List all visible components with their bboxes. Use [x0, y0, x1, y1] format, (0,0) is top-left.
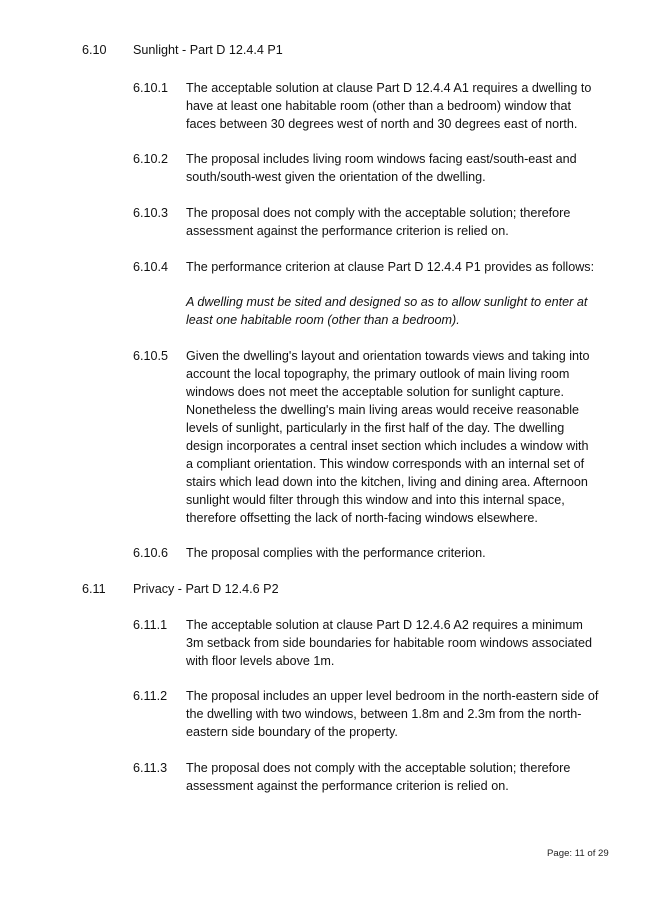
- text-line: The performance criterion at clause Part D 12.4.4 P1 provides as follows:: [186, 260, 595, 274]
- paragraph-number: 6.10.4: [133, 260, 169, 274]
- paragraph-text: [186, 258, 606, 276]
- paragraph-text: [186, 544, 606, 562]
- text-line: The proposal includes living room windows facing east/south-east and: [186, 152, 577, 166]
- text-line: levels of sunlight, particularly in the first half of the day. The dwelling: [186, 421, 565, 435]
- text-line: The proposal complies with the performance criterion.: [186, 546, 486, 560]
- section-number: 6.10: [82, 43, 107, 57]
- paragraph-text: [186, 687, 606, 741]
- paragraph-number: 6.10.2: [133, 152, 169, 166]
- text-line: have at least one habitable room (other than a bedroom) window that: [186, 99, 572, 113]
- text-line: sunlight would filter through this window and into this internal space,: [186, 493, 565, 507]
- text-line: therefore offsetting the lack of north-facing windows elsewhere.: [186, 511, 538, 525]
- paragraph-text: [186, 616, 606, 670]
- text-line: assessment against the performance criterion is relied on.: [186, 224, 509, 238]
- paragraph-text: [186, 347, 606, 527]
- paragraph-text: [186, 204, 606, 240]
- section-number: 6.11: [82, 582, 106, 596]
- text-line: faces between 30 degrees west of north and 30 degrees east of north.: [186, 117, 578, 131]
- paragraph-number: 6.10.3: [133, 206, 169, 220]
- text-line: assessment against the performance criterion is relied on.: [186, 779, 509, 793]
- text-line: The proposal does not comply with the acceptable solution; therefore: [186, 206, 571, 220]
- text-line: a compliant orientation. This window corresponds with an internal set of: [186, 457, 585, 471]
- paragraph-number: 6.10.6: [133, 546, 169, 560]
- paragraph-number: 6.10.5: [133, 349, 169, 363]
- paragraph-number: 6.11.3: [133, 761, 168, 775]
- section-title: Sunlight - Part D 12.4.4 P1: [133, 43, 283, 57]
- paragraph-number: 6.10.1: [133, 81, 169, 95]
- quote-text: [186, 293, 606, 329]
- text-line: eastern side boundary of the property.: [186, 725, 398, 739]
- text-line: 3m setback from side boundaries for habitable room windows associated: [186, 636, 593, 650]
- paragraph-number: 6.11.1: [133, 618, 168, 632]
- text-line: windows does not meet the acceptable solution for sunlight capture.: [186, 385, 565, 399]
- text-line: account the local topography, the primary outlook of main living room: [186, 367, 570, 381]
- text-line: stairs which lead down into the kitchen, living and dining area. Afternoon: [186, 475, 588, 489]
- paragraph-text: [186, 150, 606, 186]
- paragraph-text: [186, 79, 606, 133]
- text-line: Given the dwelling's layout and orientation towards views and taking into: [186, 349, 590, 363]
- text-line: The acceptable solution at clause Part D 12.4.4 A1 requires a dwelling to: [186, 81, 592, 95]
- section-title: Privacy - Part D 12.4.6 P2: [133, 582, 279, 596]
- text-line: A dwelling must be sited and designed so as to allow sunlight to enter at: [186, 295, 588, 309]
- paragraph-number: 6.11.2: [133, 689, 168, 703]
- text-line: Nonetheless the dwelling's main living areas would receive reasonable: [186, 403, 580, 417]
- text-line: The proposal does not comply with the acceptable solution; therefore: [186, 761, 571, 775]
- paragraph-text: [186, 759, 606, 795]
- text-line: south/south-west given the orientation of the dwelling.: [186, 170, 486, 184]
- text-line: The proposal includes an upper level bedroom in the north-eastern side of: [186, 689, 599, 703]
- text-line: least one habitable room (other than a bedroom).: [186, 313, 460, 327]
- text-line: the dwelling with two windows, between 1.8m and 2.3m from the north-: [186, 707, 582, 721]
- text-line: design incorporates a central inset section which includes a window with: [186, 439, 589, 453]
- text-line: with floor levels above 1m.: [186, 654, 335, 668]
- page-number-footer: Page: 11 of 29: [547, 848, 609, 859]
- text-line: The acceptable solution at clause Part D 12.4.6 A2 requires a minimum: [186, 618, 583, 632]
